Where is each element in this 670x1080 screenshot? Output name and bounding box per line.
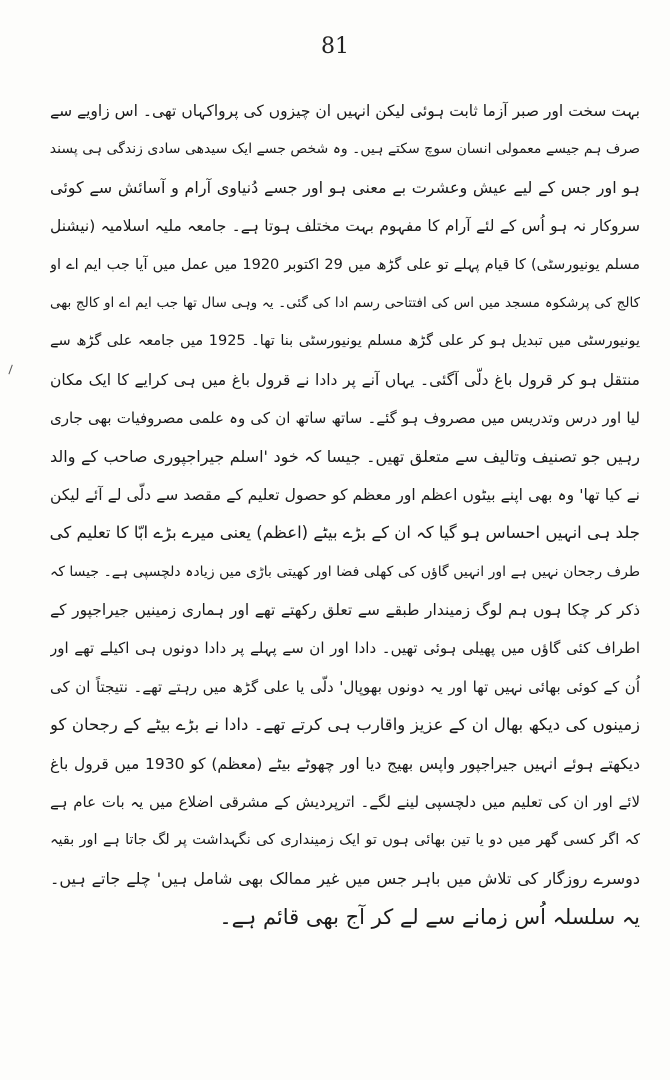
body-text [50, 92, 640, 937]
text-line: مسلم یونیورسٹی) کا قیام پہلے تو علی گڑھ میں 29 اکتوبر 1920 میں عمل میں آیا جب ایم اے او [50, 256, 640, 273]
text-line: دیکھتے ہوئے انہیں جیراجپور واپس بھیج دیا اور چھوٹے بیٹے (معظم) کو 1930 میں قرول باغ [50, 754, 640, 773]
text-line: کالج کی پرشکوہ مسجد میں اس کی افتتاحی رسم ادا کی گئی۔ یہ وہی سال تھا جب ایم اے او کالج بھی [50, 294, 640, 311]
text-line: اُن کے کوئی بھائی نہیں تھا اور یہ دونوں بھوپال' دلّی یا علی گڑھ میں رہتے تھے۔ نتیجتاً ان کی [50, 677, 640, 696]
text-line: طرف رجحان نہیں ہے اور انہیں گاؤں کی کھلی فضا اور کھیتی باڑی میں زیادہ دلچسپی ہے۔ جیسا کہ [50, 563, 640, 580]
text-line: کہ اگر کسی گھر میں دو یا تین بھائی ہوں تو ایک زمینداری کی نگہداشت پر لگ جاتا ہے اور بقیہ [50, 832, 640, 849]
text-line: رہیں جو تصنیف وتالیف سے متعلق تھیں۔ جیسا کہ خود 'اسلم جیراجپوری صاحب کے والد [50, 446, 640, 466]
text-line: ہو اور جس کے لیے عیش وعشرت بے معنی ہو اور جسے دُنیاوی آرام و آسائش سے کوئی [50, 177, 640, 197]
text-line: صرف ہم جیسے معمولی انسان سوچ سکتے ہیں۔ وہ شخص جسے ایک سیدھی سادی زندگی ہی پسند [50, 141, 640, 158]
text-line-last: یہ سلسلہ اُس زمانے سے لے کر آج بھی قائم ہے۔ [219, 905, 640, 930]
text-line: اطراف کئی گاؤں میں پھیلی ہوئی تھیں۔ دادا اور ان سے پہلے پر دادا دونوں ہی اکیلے تھے اور [50, 639, 640, 658]
text-line: لیا اور درس وتدریس میں مصروف ہو گئے۔ ساتھ ساتھ ان کی وہ علمی مصروفیات بھی جاری [50, 409, 640, 428]
text-line: ذکر کر چکا ہوں ہم لوگ زمیندار طبقے سے تعلق رکھتے تھے اور ہماری زمینیں جیراجپور کے [50, 601, 640, 620]
text-line: نے کیا تھا' وہ بھی اپنے بیٹوں اعظم اور معظم کو حصول تعلیم کے مقصد سے دلّی لے آئے لیکن [50, 485, 640, 504]
text-line: سروکار نہ ہو اُس کے لئے آرام کا مفہوم بہت مختلف ہوتا ہے۔ جامعہ ملیہ اسلامیہ (نیشنل [50, 217, 640, 236]
text-line: منتقل ہو کر قرول باغ دلّی آگئی۔ یہاں آنے پر دادا نے قرول باغ میں ہی کرایے کا ایک مکان [50, 370, 640, 389]
text-line: جلد ہی انہیں احساس ہو گیا کہ ان کے بڑے بیٹے (اعظم) یعنی میرے بڑے ابّا کا تعلیم کی [50, 523, 640, 543]
text-line: لائے اور ان کی تعلیم میں دلچسپی لینے لگے۔ اترپردیش کے مشرقی اضلاع میں یہ بات عام ہے [50, 793, 640, 812]
text-line: دوسرے روزگار کی تلاش میں باہر جس میں غیر ممالک بھی شامل ہیں' چلے جاتے ہیں۔ [50, 868, 640, 888]
text-line: یونیورسٹی میں تبدیل ہو کر علی گڑھ مسلم یونیورسٹی بنا تھا۔ 1925 میں جامعہ علی گڑھ سے [50, 333, 640, 350]
margin-pencil-mark [8, 365, 15, 376]
text-line: بہت سخت اور صبر آزما ثابت ہوئی لیکن انہیں ان چیزوں کی پرواکہاں تھی۔ اس زاویے سے [50, 102, 640, 120]
page-number: 81 [321, 34, 349, 59]
text-line: زمینوں کی دیکھ بھال ان کے عزیز واقارب ہی کرتے تھے۔ دادا نے بڑے بیٹے کے رجحان کو [50, 715, 640, 735]
